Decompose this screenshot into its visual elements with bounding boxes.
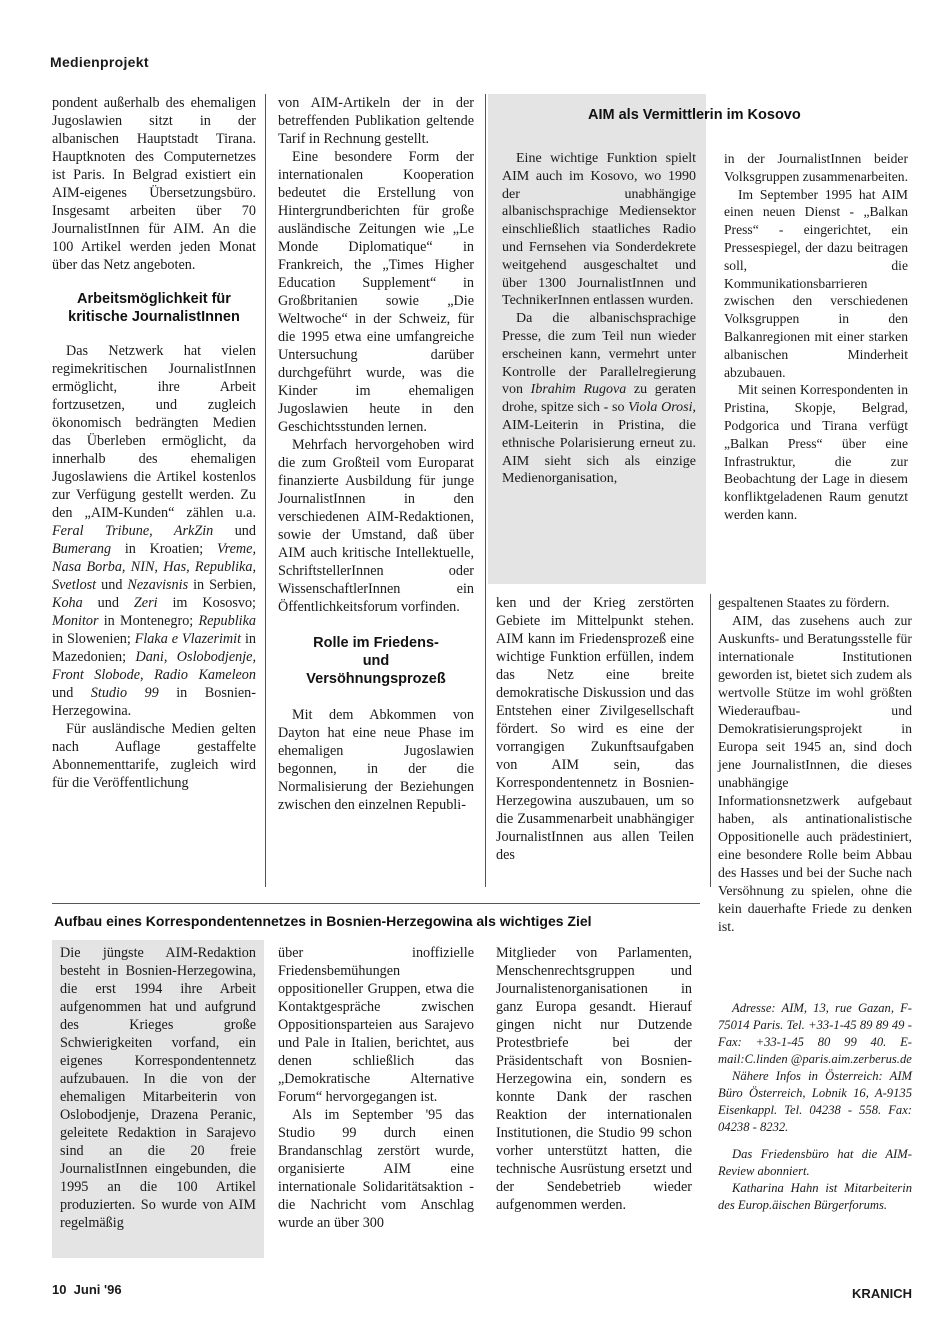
kosovo-right-paragraph-1: in der JournalistInnen beider Volksgruppen zusammenarbeiten.	[724, 151, 908, 184]
column-4	[718, 594, 912, 936]
kosovo-right-paragraph-3: Mit seinen Korrespondenten in Pristina, Skopje, Belgrad, Podgorica und Tirana verfügt „Balkan Press“ über eine Infrastruktur, die zur Beobachtung der Lage in diesem konfliktgeladenen Raum genutzt werden kann.	[724, 382, 908, 522]
author-text: Katharina Hahn ist Mitarbeiterin des Europ.äischen Bürgerforums.	[718, 1181, 912, 1212]
review-text: Das Friedensbüro hat die AIM-Review abonniert.	[718, 1147, 912, 1178]
box2-paragraph-4: Mitglieder von Parlamenten, Menschenrechtsgruppen und Journalistenorganisationen in ganz Europa gesandt. Hierauf gingen nicht nur Dutzende Protestbriefe bei der Präsidentschaft von Bosnien-Herzegowina ein, sondern es konnte Dank der raschen Reaktion der internationalen Institutionen, die Studio 99 schon vorher unterstützt hatten, die technische Ausrüstung ersetzt und der Sendebetrieb wieder aufgenommen werden.	[496, 945, 692, 1213]
kosovo-box	[488, 94, 916, 584]
address-text: Adresse: AIM, 13, rue Gazan, F-75014 Paris. Tel. +33-1-45 89 89 49 - Fax: +33-1-45 80 99 40. E-mail:C.linden @paris.aim.zerberus.de	[718, 1001, 912, 1066]
column-divider-2	[485, 94, 486, 887]
column-divider-3	[710, 594, 711, 887]
kosovo-p2-b: zu geraten drohe, spitze sich - so	[502, 382, 696, 416]
kosovo-box-left-text	[502, 150, 696, 488]
col2-paragraph-1: von AIM-Artikeln der in der betreffenden Publikation geltende Tarif in Rechnung gestellt.	[278, 95, 474, 147]
column-2	[278, 94, 474, 814]
box2-paragraph-1: Die jüngste AIM-Redaktion besteht in Bosnien-Herzegowina, die erst 1994 ihre Arbeit aufgenommen hat und aufgrund des Krieges große Schwierigkeiten vorfand, ein eigenes Korrespondentennetz aufzubauen. In die von der ehemaligen Mitarbeiterin von Oslobodjenje, Drazena Peranic, geleitete Redaktion in Sarajevo sind an die 20 freie JournalistInnen eingebunden, die 1995 an die 100 Artikel produzierten. So wurde von AIM regelmäßig	[60, 945, 256, 1231]
kosovo-box-right-text	[724, 150, 908, 524]
kosovo-paragraph-2	[502, 310, 696, 488]
column-divider-1	[265, 94, 266, 887]
box2-column-1	[60, 944, 256, 1232]
box2-paragraph-2: über inoffizielle Friedensbemühungen oppositioneller Gruppen, etwa die Kontaktgespräche zwischen Oppositionsparteien aus Sarajevo und Pale in Italien, berichtet, aus denen schließlich das „Demokratische Alternative Forum“ hervorgegangen ist.	[278, 945, 474, 1105]
kosovo-p2-a: Da die albanischsprachige Presse, die zum Teil nun wieder erscheinen kann, vermehrt unter Kontrolle der Parallelregierung von	[502, 311, 696, 398]
col1-heading: Arbeitsmöglichkeit für kritische JournalistInnen	[68, 291, 240, 325]
box2-heading: Aufbau eines Korrespondentennetzes in Bosnien-Herzegowina als wichtiges Ziel	[54, 913, 592, 929]
box2-paragraph-3: Als im September '95 das Studio 99 durch einen Brandanschlag zerstört wurde, organisierte AIM eine internationale Solidaritätsaktion - die Nachricht vom Anschlag wurde an über 300	[278, 1107, 474, 1231]
col2-paragraph-2: Eine besondere Form der internationalen Kooperation bedeutet die Erstellung von Hintergrundberichten für große ausländische Zeitungen wie „Le Monde Diplomatique“ in Frankreich, the „Times Higher Education Supplement“ in Großbritanien sowie „Die Weltwoche“ in der Schweiz, für die 1995 etwa eine umfangreiche Untersuchung darüber durchgeführt wurde, was die Kinder im ehemaligen Jugoslawien heute in den Geschichtsstunden lernen.	[278, 149, 474, 435]
col4-paragraph-2: AIM, das zusehens auch zur Auskunfts- und Beratungsstelle für internationale Institutionen geworden ist, bietet sich zudem als wertvolle Stütze im wohl größten Wiederaufbau- und Demokratisierungsprojekt in Europa seit 1945 an, sind doch jene JournalistInnen, die dieses unabhängige Informationsnetzwerk aufgebaut haben, als antinationalistische Oppositionelle auch prädestiniert, eine besondere Rolle beim Abbau des Hasses und bei der Suche nach Versöhnung zu spielen, ohne die kein dauerhafte Friede zu denken ist.	[718, 613, 912, 934]
address-block	[718, 1000, 912, 1214]
page-info: 10 Juni '96	[52, 1282, 122, 1297]
box2-top-rule	[52, 903, 700, 904]
kosovo-p2-name1: Ibrahim Rugova	[530, 382, 627, 398]
box2-column-2	[278, 944, 474, 1232]
kosovo-box-heading: AIM als Vermittlerin im Kosovo	[588, 107, 801, 123]
kosovo-right-paragraph-2: Im September 1995 hat AIM einen neuen Dienst - „Balkan Press“ - eingerichtet, ein Pressespiegel, der dazu beitragen soll, die Kommunikationsbarrieren zwischen den verschiedenen Volksgruppen in den Balkanregionen mit einer starken albanischen Minderheit abzubauen.	[724, 186, 908, 380]
col2-paragraph-3: Mehrfach hervorgehoben wird die zum Großteil vom Europarat finanzierte Ausbildung für junge JournalistInnen in den verschiedenen AIM-Redaktionen, sowie der Umstand, daß über AIM auch kritische Intellektuelle, SchriftstellerInnen oder WissenschaftlerInnen ein Öffentlichkeitsforum vorfinden.	[278, 437, 474, 615]
col1-paragraph-2: Das Netzwerk hat vielen regimekritischen JournalistInnen ermöglicht, ihre Arbeit fortzusetzen, und zugleich ökonomisch bedrängten Medien das Überleben ermöglicht, da innerhalb des ehemaligen Jugoslawiens die Artikel kostenlos zur Verfügung gestellt werden. Zu den „AIM-Kunden“ zählen u.a. Feral Tribune, ArkZin und Bumerang in Kroatien; Vreme, Nasa Borba, NIN, Has, Republika, Svetlost und Nezavisnis in Serbien, Koha und Zeri im Kososvo; Monitor in Montenegro; Republika in Slowenien; Flaka e Vlazerimit in Mazedonien; Dani, Oslobodjenje, Front Slobode, Radio Kameleon und Studio 99 in Bosnien-Herzegowina.	[52, 343, 257, 719]
box2-column-3	[496, 944, 692, 1214]
austria-info-text: Nähere Infos in Österreich: AIM Büro Österreich, Lobnik 16, A-9135 Eisenkappl. Tel. 04238 - 558. Fax: 04238 - 8232.	[718, 1069, 912, 1134]
col1-paragraph-1: pondent außerhalb des ehemaligen Jugoslawien sitzt in der albanischen Hauptstadt Tirana. Hauptknoten des Computernetzes ist Paris. In Belgrad existiert ein AIM-eigenes Übersetzungsbüro. Insgesamt arbeiten über 70 JournalistInnen für AIM. An die 100 Artikel werden jeden Monat über das Netz angeboten.	[52, 95, 256, 273]
col2-heading: Rolle im Friedens- und Versöhnungsprozeß	[306, 635, 446, 687]
kosovo-p2-name2: Viola Orosi	[628, 400, 693, 416]
column-1	[52, 94, 256, 792]
col3-paragraph-1: ken und der Krieg zerstörten Gebiete im Mittelpunkt stehen. AIM kann im Friedensprozeß eine wichtige Funktion erfüllen, indem das Netz eine breite demokratische Diskussion und das Entstehen einer Zivilgesellschaft fördert. So wird es eine der vorrangigen Zukunftsaufgaben von AIM sein, das Korrespondentennetz in Bosnien-Herzegowina auszubauen, um so die Zusammenarbeit unabhängiger JournalistInnen aus allen Teilen des	[496, 595, 694, 863]
magazine-name: KRANICH	[852, 1286, 912, 1301]
section-label: Medienprojekt	[50, 54, 149, 70]
col1-paragraph-3: Für ausländische Medien gelten nach Auflage gestaffelte Abonnementtarife, zugleich wird für die Veröffentlichung	[52, 721, 256, 791]
col4-paragraph-1: gespaltenen Staates zu fördern.	[718, 595, 890, 610]
col2-paragraph-4: Mit dem Abkommen von Dayton hat eine neue Phase im ehemaligen Jugoslawien begonnen, in der die Normalisierung der Beziehungen zwischen den einzelnen Republi-	[278, 707, 474, 813]
column-3	[496, 594, 694, 864]
kosovo-paragraph-1: Eine wichtige Funktion spielt AIM auch im Kosovo, wo 1990 der unabhängige albanischsprachige Mediensektor einschließlich staatliches Radio und Fernsehen via Sonderdekrete weitgehend ausgeschaltet und über 1300 JournalistInnen und TechnikerInnen entlassen wurden.	[502, 151, 696, 309]
kosovo-p2-c: , AIM-Leiterin in Pristina, die ethnische Polarisierung erneut zu. AIM sieht sich als einzige Medienorganisation,	[502, 400, 696, 487]
